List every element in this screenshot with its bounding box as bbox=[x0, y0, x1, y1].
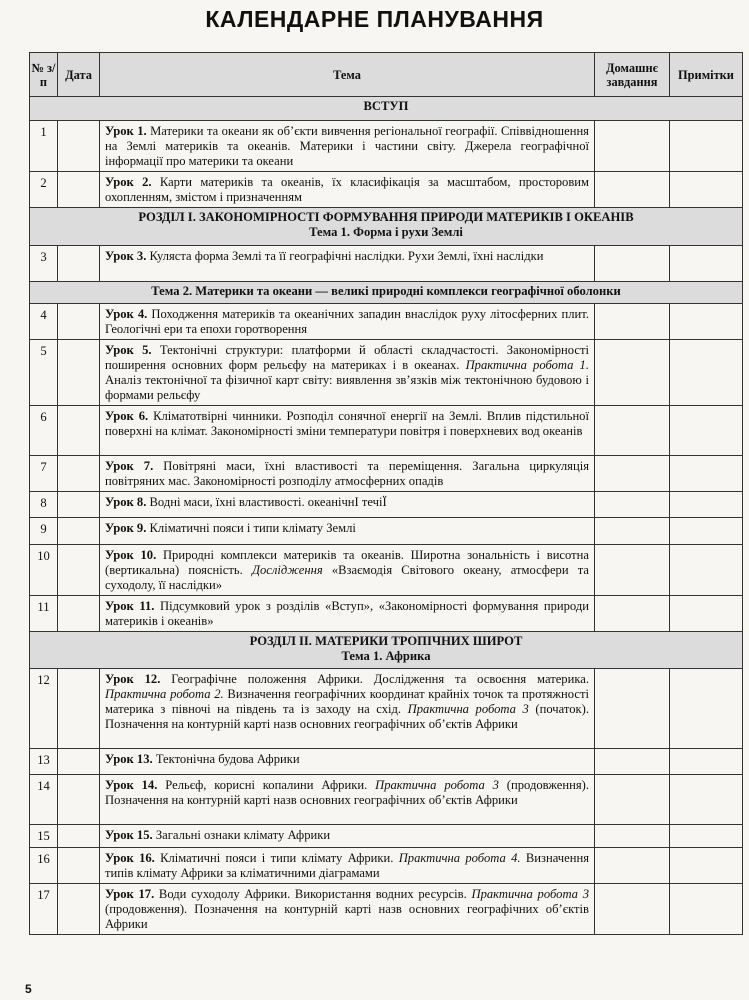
lesson-label: Урок 16. bbox=[105, 851, 155, 865]
lesson-number: 12 bbox=[30, 669, 58, 749]
lesson-text: Визначення типів клімату Африки за кліматичними діаграмами bbox=[105, 851, 589, 880]
lesson-homework-cell bbox=[595, 172, 670, 208]
practical-work-label: Дослідження bbox=[251, 563, 323, 577]
lesson-theme bbox=[100, 669, 595, 749]
lesson-row bbox=[30, 749, 743, 775]
lesson-row bbox=[30, 406, 743, 456]
lesson-text: Материки та океани як об’єкти вивчення регіональної географії. Співвідношення на Землі материків та океанів. Материки і частини світу. Джерела географічної інформації про материки та океани bbox=[105, 124, 589, 168]
lesson-text: Кліматотвірні чинники. Розподіл сонячної енергії на Землі. Вплив підстильної поверхні на клімат. Закономірності зміни температури повітря і поверхневих вод океанів bbox=[105, 409, 589, 438]
lesson-notes-cell bbox=[670, 848, 743, 884]
calendar-plan-table bbox=[29, 52, 743, 935]
section-heading bbox=[30, 282, 743, 304]
lesson-theme bbox=[100, 749, 595, 775]
lesson-text: Рельєф, корисні копалини Африки. bbox=[157, 778, 376, 792]
practical-work-label: Практична робота 3 bbox=[407, 702, 529, 716]
page-title: КАЛЕНДАРНЕ ПЛАНУВАННЯ bbox=[205, 6, 544, 32]
lesson-row bbox=[30, 246, 743, 282]
lesson-homework-cell bbox=[595, 121, 670, 172]
lesson-homework-cell bbox=[595, 669, 670, 749]
lesson-label: Урок 9. bbox=[105, 521, 147, 535]
lesson-date-cell bbox=[58, 775, 100, 825]
lesson-row bbox=[30, 669, 743, 749]
lesson-notes-cell bbox=[670, 545, 743, 596]
lesson-homework-cell bbox=[595, 456, 670, 492]
lesson-theme bbox=[100, 884, 595, 935]
lesson-notes-cell bbox=[670, 121, 743, 172]
lesson-label: Урок 4. bbox=[105, 307, 148, 321]
lesson-row bbox=[30, 340, 743, 406]
lesson-theme bbox=[100, 545, 595, 596]
lesson-date-cell bbox=[58, 246, 100, 282]
lesson-label: Урок 17. bbox=[105, 887, 155, 901]
section-topic: Тема 1. Африка bbox=[341, 649, 431, 663]
lesson-number: 7 bbox=[30, 456, 58, 492]
lesson-label: Урок 6. bbox=[105, 409, 149, 423]
lesson-theme bbox=[100, 492, 595, 518]
lesson-row bbox=[30, 172, 743, 208]
lesson-date-cell bbox=[58, 884, 100, 935]
lesson-label: Урок 12. bbox=[105, 672, 161, 686]
lesson-label: Урок 1. bbox=[105, 124, 147, 138]
lesson-theme bbox=[100, 518, 595, 545]
section-heading bbox=[30, 97, 743, 121]
lesson-text: Географічне положення Африки. Дослідження та освоєння материка. bbox=[160, 672, 589, 686]
lesson-text: Загальні ознаки клімату Африки bbox=[152, 828, 331, 842]
header-date: Дата bbox=[58, 53, 100, 97]
lesson-number: 10 bbox=[30, 545, 58, 596]
lesson-number: 14 bbox=[30, 775, 58, 825]
lesson-theme bbox=[100, 340, 595, 406]
section-row bbox=[30, 97, 743, 121]
lesson-notes-cell bbox=[670, 246, 743, 282]
lesson-homework-cell bbox=[595, 406, 670, 456]
lesson-homework-cell bbox=[595, 304, 670, 340]
section-heading bbox=[30, 208, 743, 246]
table-header-row bbox=[30, 53, 743, 97]
lesson-date-cell bbox=[58, 304, 100, 340]
section-title: ВСТУП bbox=[363, 99, 409, 113]
lesson-label: Урок 5. bbox=[105, 343, 152, 357]
lesson-notes-cell bbox=[670, 172, 743, 208]
lesson-date-cell bbox=[58, 518, 100, 545]
lesson-notes-cell bbox=[670, 304, 743, 340]
lesson-notes-cell bbox=[670, 884, 743, 935]
lesson-notes-cell bbox=[670, 669, 743, 749]
lesson-number: 6 bbox=[30, 406, 58, 456]
lesson-text: Кліматичні пояси і типи клімату Землі bbox=[146, 521, 356, 535]
lesson-theme bbox=[100, 406, 595, 456]
lesson-theme bbox=[100, 246, 595, 282]
lesson-text: Тектонічна будова Африки bbox=[152, 752, 300, 766]
header-num: № з/п bbox=[30, 53, 58, 97]
lesson-label: Урок 10. bbox=[105, 548, 157, 562]
section-title: РОЗДІЛ І. ЗАКОНОМІРНОСТІ ФОРМУВАННЯ ПРИРОДИ МАТЕРИКІВ І ОКЕАНІВ bbox=[138, 210, 634, 224]
lesson-label: Урок 13. bbox=[105, 752, 153, 766]
lesson-homework-cell bbox=[595, 825, 670, 848]
lesson-label: Урок 11. bbox=[105, 599, 155, 613]
lesson-date-cell bbox=[58, 492, 100, 518]
header-homework: Домашнє завдання bbox=[595, 53, 670, 97]
lesson-number: 4 bbox=[30, 304, 58, 340]
section-heading bbox=[30, 632, 743, 669]
lesson-theme bbox=[100, 121, 595, 172]
lesson-text: Куляста форма Землі та її географічні наслідки. Рухи Землі, їхні наслідки bbox=[146, 249, 544, 263]
lesson-number: 16 bbox=[30, 848, 58, 884]
lesson-notes-cell bbox=[670, 340, 743, 406]
lesson-homework-cell bbox=[595, 848, 670, 884]
lesson-date-cell bbox=[58, 340, 100, 406]
lesson-text: Тектонічні структури: платформи й області складчастості. Закономірності поширення основних форм рельєфу на материках і в океанах. bbox=[105, 343, 589, 372]
lesson-number: 15 bbox=[30, 825, 58, 848]
lesson-text: Водні маси, їхні властивості. океанічнІ течіЇ bbox=[146, 495, 387, 509]
lesson-date-cell bbox=[58, 596, 100, 632]
lesson-number: 8 bbox=[30, 492, 58, 518]
lesson-label: Урок 8. bbox=[105, 495, 147, 509]
section-row bbox=[30, 632, 743, 669]
lesson-row bbox=[30, 518, 743, 545]
lesson-text: Аналіз тектонічної та фізичної карт світу: виявлення зв’язків між тектонічною будовою і формами рельєфу bbox=[105, 373, 589, 402]
lesson-homework-cell bbox=[595, 246, 670, 282]
lesson-row bbox=[30, 884, 743, 935]
lesson-theme bbox=[100, 172, 595, 208]
lesson-theme bbox=[100, 825, 595, 848]
lesson-number: 3 bbox=[30, 246, 58, 282]
practical-work-label: Практична робота 4. bbox=[398, 851, 521, 865]
lesson-text: Визначення географічних координат крайніх точок та протяжності материка з півночі на південь та із заходу на схід. bbox=[105, 687, 590, 716]
lesson-homework-cell bbox=[595, 749, 670, 775]
section-row bbox=[30, 208, 743, 246]
lesson-text: Природні комплекси материків та океанів. Широтна зональність і висотна (вертикальна) поясність. bbox=[105, 548, 589, 577]
lesson-notes-cell bbox=[670, 825, 743, 848]
lesson-date-cell bbox=[58, 456, 100, 492]
lesson-homework-cell bbox=[595, 492, 670, 518]
lesson-label: Урок 3. bbox=[105, 249, 147, 263]
lesson-row bbox=[30, 596, 743, 632]
lesson-theme bbox=[100, 775, 595, 825]
lesson-row bbox=[30, 492, 743, 518]
practical-work-label: Практична робота 3 bbox=[375, 778, 499, 792]
lesson-number: 17 bbox=[30, 884, 58, 935]
lesson-row bbox=[30, 304, 743, 340]
section-row bbox=[30, 282, 743, 304]
lesson-date-cell bbox=[58, 848, 100, 884]
lesson-notes-cell bbox=[670, 518, 743, 545]
lesson-number: 9 bbox=[30, 518, 58, 545]
lesson-notes-cell bbox=[670, 775, 743, 825]
lesson-text: Повітряні маси, їхні властивості та переміщення. Загальна циркуляція повітряних мас. Закономірності розподілу атмосферних опадів bbox=[105, 459, 589, 488]
lesson-label: Урок 15. bbox=[105, 828, 153, 842]
lesson-notes-cell bbox=[670, 749, 743, 775]
lesson-label: Урок 2. bbox=[105, 175, 152, 189]
lesson-homework-cell bbox=[595, 775, 670, 825]
lesson-date-cell bbox=[58, 669, 100, 749]
lesson-date-cell bbox=[58, 825, 100, 848]
lesson-date-cell bbox=[58, 545, 100, 596]
header-theme: Тема bbox=[100, 53, 595, 97]
lesson-homework-cell bbox=[595, 884, 670, 935]
lesson-date-cell bbox=[58, 121, 100, 172]
lesson-text: Походження материків та океанічних западин внаслідок руху літосферних плит. Геологічні ери та епохи горотворення bbox=[105, 307, 589, 336]
lesson-theme bbox=[100, 304, 595, 340]
lesson-text: Підсумковий урок з розділів «Вступ», «Закономірності формування природи материків і океанів» bbox=[105, 599, 589, 628]
lesson-row bbox=[30, 456, 743, 492]
practical-work-label: Практична робота 2. bbox=[105, 687, 224, 701]
lesson-text: Води суходолу Африки. Використання водних ресурсів. bbox=[154, 887, 472, 901]
section-topic: Тема 1. Форма і рухи Землі bbox=[309, 225, 463, 239]
lesson-homework-cell bbox=[595, 518, 670, 545]
lesson-homework-cell bbox=[595, 545, 670, 596]
lesson-notes-cell bbox=[670, 492, 743, 518]
lesson-row bbox=[30, 848, 743, 884]
lesson-theme bbox=[100, 456, 595, 492]
lesson-label: Урок 14. bbox=[105, 778, 158, 792]
page-number: 5 bbox=[25, 982, 32, 996]
lesson-row bbox=[30, 775, 743, 825]
lesson-number: 13 bbox=[30, 749, 58, 775]
section-title: Тема 2. Материки та океани — великі природні комплекси географічної оболонки bbox=[151, 284, 621, 298]
lesson-date-cell bbox=[58, 749, 100, 775]
section-title: РОЗДІЛ ІІ. МАТЕРИКИ ТРОПІЧНИХ ШИРОТ bbox=[249, 634, 523, 648]
lesson-homework-cell bbox=[595, 340, 670, 406]
lesson-text: Карти материків та океанів, їх класифікація за масштабом, просторовим охопленням, змістом і призначенням bbox=[105, 175, 589, 204]
lesson-number: 2 bbox=[30, 172, 58, 208]
lesson-notes-cell bbox=[670, 406, 743, 456]
lesson-notes-cell bbox=[670, 456, 743, 492]
lesson-text: (початок). Позначення на контурній карті назв основних географічних об’єктів Африки bbox=[105, 702, 590, 731]
lesson-date-cell bbox=[58, 172, 100, 208]
lesson-row bbox=[30, 121, 743, 172]
lesson-row bbox=[30, 545, 743, 596]
lesson-homework-cell bbox=[595, 596, 670, 632]
lesson-row bbox=[30, 825, 743, 848]
lesson-date-cell bbox=[58, 406, 100, 456]
lesson-number: 11 bbox=[30, 596, 58, 632]
lesson-text: (продовження). Позначення на контурній карті назв основних географічних об’єктів Африки bbox=[105, 902, 589, 931]
lesson-label: Урок 7. bbox=[105, 459, 154, 473]
lesson-text: «Взаємодія Світового океану, атмосфери та суходолу, її наслідки» bbox=[105, 563, 590, 592]
lesson-theme bbox=[100, 596, 595, 632]
lesson-number: 5 bbox=[30, 340, 58, 406]
lesson-notes-cell bbox=[670, 596, 743, 632]
header-notes: Примітки bbox=[670, 53, 743, 97]
lesson-number: 1 bbox=[30, 121, 58, 172]
lesson-text: (продовження). Позначення на контурній карті назв основних географічних об’єктів Африки bbox=[105, 778, 589, 807]
lesson-text: Кліматичні пояси і типи клімату Африки. bbox=[154, 851, 399, 865]
lesson-theme bbox=[100, 848, 595, 884]
practical-work-label: Практична робота 3 bbox=[471, 887, 589, 901]
practical-work-label: Практична робота 1. bbox=[465, 358, 590, 372]
